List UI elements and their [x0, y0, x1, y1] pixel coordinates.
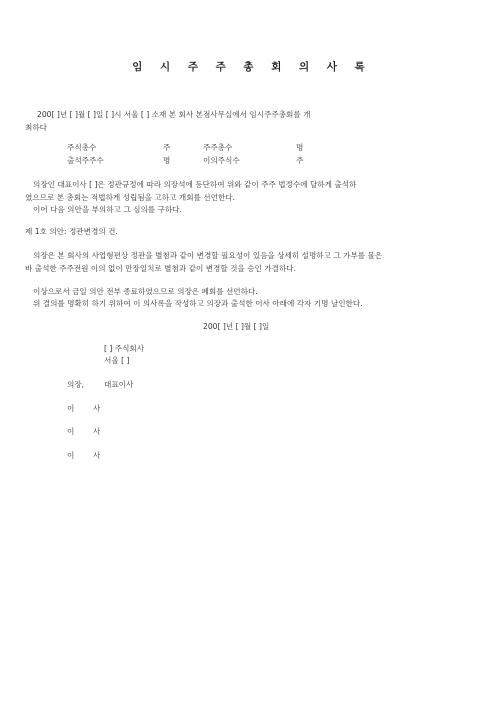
chair-line-2: 였으므로 본 총회는 적법하게 성립됨을 고하고 개회를 선언한다. [25, 193, 236, 202]
signatory-role: 이 [67, 404, 75, 413]
document-title: 임 시 주 주 총 회 의 사 록 [132, 61, 372, 73]
signatory-title: 대표이사 [104, 380, 134, 389]
opening-line-1: 200[ ]년 [ ]월 [ ]일 [ ]시 서울 [ ] 소재 본 회사 본점사무실에서 임시주주총회를 개 [37, 110, 311, 119]
closing-line-2: 위 결의를 명확히 하기 위하여 이 의사록을 작성하고 의장과 출석한 이사 아래에 각자 기명 날인한다. [33, 299, 363, 308]
chair-line-1: 의장인 대표이사 [ ]은 정관규정에 따라 의장석에 등단하여 위와 같이 주주 법정수에 달하게 출석하 [33, 180, 357, 189]
attending-shareholders-label: 출석주주수 [67, 156, 104, 165]
address-line: 서울 [ ] [104, 356, 130, 365]
date-line: 200[ ]년 [ ]월 [ ]일 [203, 322, 270, 331]
opening-line-2: 최하다 [25, 123, 48, 132]
signatory-role: 이 [67, 451, 75, 460]
agenda-title: 제 1호 의안: 정관변경의 건. [25, 227, 118, 236]
closing-line-1: 이상으로서 금일 의안 전부 종료하였으므로 의장은 폐회를 선언하다. [33, 287, 258, 296]
signatory-role: 의장, [67, 380, 85, 389]
signatory-title: 사 [93, 404, 101, 413]
signatory-role: 이 [67, 427, 75, 436]
signatory-title: 사 [93, 451, 101, 460]
agenda-line-1: 의장은 본 회사의 사업형편상 정관을 별첨과 같이 변경할 필요성이 있음을 상세히 설명하고 그 가부를 물은 [33, 251, 383, 260]
total-shareholders-unit: 명 [296, 143, 304, 152]
objecting-shares-unit: 주 [296, 156, 304, 165]
agenda-line-2: 바 출석한 주주전원 이의 없이 만장일치로 별첨과 같이 변경할 것을 승인 가결하다. [25, 264, 297, 273]
total-shares-unit: 주 [163, 143, 171, 152]
total-shareholders-label: 주주총수 [203, 143, 233, 152]
chair-line-3: 이어 다음 의안을 부의하고 그 심의를 구하다. [33, 205, 182, 214]
objecting-shares-label: 이의주식수 [203, 156, 240, 165]
total-shares-label: 주식총수 [67, 143, 97, 152]
attending-shareholders-unit: 명 [163, 156, 171, 165]
signatory-title: 사 [93, 427, 101, 436]
company-line: [ ] 주식회사 [104, 344, 145, 353]
